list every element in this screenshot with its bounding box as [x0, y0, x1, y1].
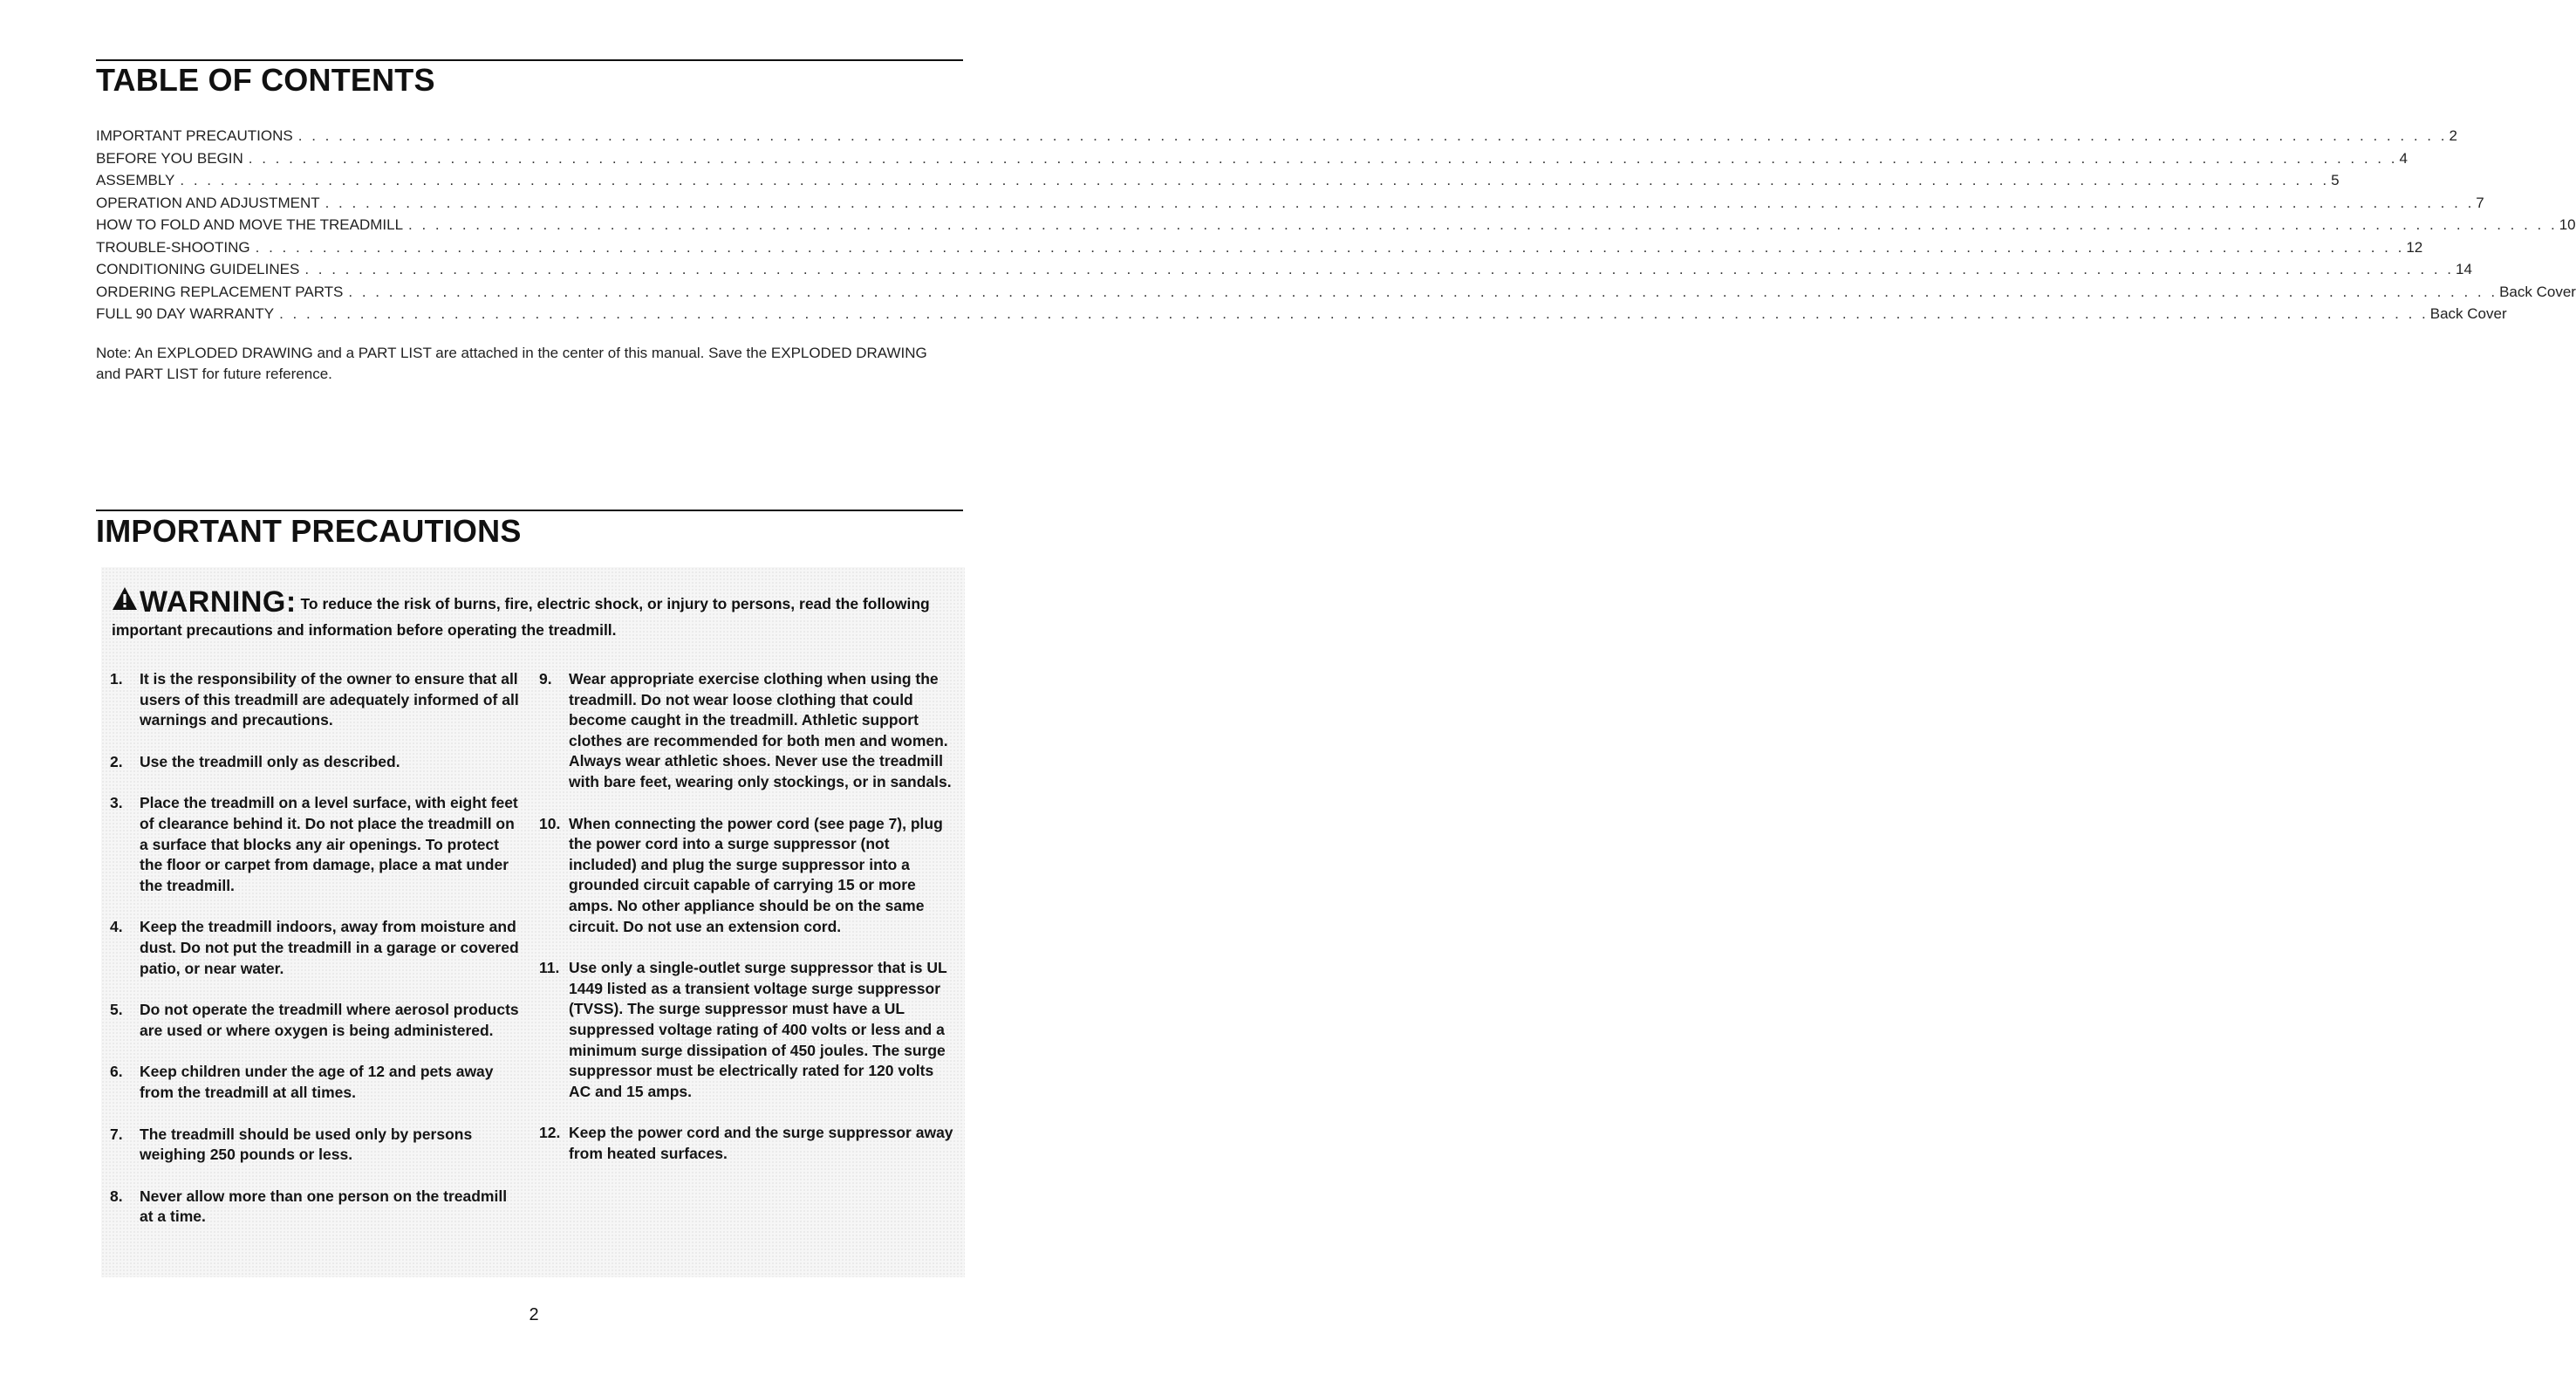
- precaution-item: [539, 958, 958, 1102]
- toc-entry-page: 14: [2456, 261, 2472, 277]
- toc-entry-leader: . . . . . . . . . . . . . . . . . . . . . . . . . . . . . . . . . . . . . . . . . . . . . . . . . . . . . . . . . . . . . . . . . . . . . . . . . . . . . . . . . . . . . . . . . . . . . . . . . . . . . . . . . . . . . . . . . . . . . . . . . . . . . . . . . . . . . . . . . . . . . . . . . . . . . . . . . . . . . . . .: [297, 127, 2448, 144]
- precaution-item: [539, 814, 958, 938]
- precaution-number: 9.: [539, 670, 552, 688]
- toc-entry-title: ORDERING REPLACEMENT PARTS: [96, 283, 344, 300]
- precaution-item: [110, 1062, 520, 1103]
- precaution-text: Use the treadmill only as described.: [140, 752, 400, 770]
- toc-entry-title: OPERATION AND ADJUSTMENT: [96, 194, 320, 211]
- precautions-right-column: [539, 669, 958, 1185]
- toc-entry-title: CONDITIONING GUIDELINES: [96, 261, 300, 277]
- precautions-heading: IMPORTANT PRECAUTIONS: [96, 513, 522, 549]
- warning-statement: [112, 586, 949, 642]
- precaution-item: [110, 1000, 520, 1041]
- toc-note: Note: An EXPLODED DRAWING and a PART LIST are attached in the center of this manual. Save the EXPLODED DRAWING and PART LIST for future reference.: [96, 345, 927, 382]
- toc-entry-page: 2: [2449, 127, 2457, 144]
- precaution-text: Do not operate the treadmill where aerosol products are used or where oxygen is being administered.: [140, 1001, 519, 1039]
- toc-entry-leader: . . . . . . . . . . . . . . . . . . . . . . . . . . . . . . . . . . . . . . . . . . . . . . . . . . . . . . . . . . . . . . . . . . . . . . . . . . . . . . . . . . . . . . . . . . . . . . . . . . . . . . . . . . . . . . . . . . . . . . . . . . . . . . . . . . . . . . . . . . . . . . . . . . . . . . . . . . . . . . . .: [255, 238, 2405, 256]
- precautions-top-rule: [96, 510, 963, 511]
- precaution-number: 5.: [110, 1001, 123, 1019]
- page-number: 2: [529, 1305, 539, 1324]
- toc-entry-leader: . . . . . . . . . . . . . . . . . . . . . . . . . . . . . . . . . . . . . . . . . . . . . . . . . . . . . . . . . . . . . . . . . . . . . . . . . . . . . . . . . . . . . . . . . . . . . . . . . . . . . . . . . . . . . . . . . . . . . . . . . . . . . . . . . . . . . . . . . . . . . . . . . . . . . . . . . . . . . . . .: [248, 149, 2398, 167]
- toc-entry: [96, 192, 2484, 215]
- warning-triangle-icon: [112, 586, 138, 618]
- precaution-item: [110, 752, 520, 773]
- toc-entry-page: 7: [2476, 194, 2484, 211]
- toc-entry-page: 10: [2559, 216, 2576, 233]
- precaution-text: Keep children under the age of 12 and pets away from the treadmill at all times.: [140, 1063, 494, 1101]
- precaution-text: Wear appropriate exercise clothing when using the treadmill. Do not wear loose clothing that could become caught in the treadmill. Athletic support clothes are recommended for both men and women. Always wear athletic shoes. Never use the treadmill with bare feet, wearing only stockings, or in sandals.: [569, 670, 952, 790]
- toc-entry-leader: . . . . . . . . . . . . . . . . . . . . . . . . . . . . . . . . . . . . . . . . . . . . . . . . . . . . . . . . . . . . . . . . . . . . . . . . . . . . . . . . . . . . . . . . . . . . . . . . . . . . . . . . . . . . . . . . . . . . . . . . . . . . . . . . . . . . . . . . . . . . . . . . . . . . . . . . . . . . . . . .: [279, 305, 2429, 322]
- precaution-text: Use only a single-outlet surge suppressor that is UL 1449 listed as a transient voltage surge suppressor (TVSS). The surge suppressor must have a UL suppressed voltage rating of 400 volts or less and a minimum surge dissipation of 450 joules. The surge suppressor must be electrically rated for 120 volts AC and 15 amps.: [569, 959, 947, 1100]
- toc-entry-leader: . . . . . . . . . . . . . . . . . . . . . . . . . . . . . . . . . . . . . . . . . . . . . . . . . . . . . . . . . . . . . . . . . . . . . . . . . . . . . . . . . . . . . . . . . . . . . . . . . . . . . . . . . . . . . . . . . . . . . . . . . . . . . . . . . . . . . . . . . . . . . . . . . . . . . . . . . . . . . . . .: [325, 194, 2475, 211]
- warning-text: To reduce the risk of burns, fire, electric shock, or injury to persons, read the following important precautions and information before operating the treadmill.: [112, 595, 930, 639]
- toc-entry-title: TROUBLE-SHOOTING: [96, 238, 250, 256]
- toc-entry: [96, 125, 2457, 147]
- precaution-text: Keep the treadmill indoors, away from moisture and dust. Do not put the treadmill in a garage or covered patio, or near water.: [140, 918, 519, 977]
- toc-top-rule: [96, 59, 963, 61]
- precaution-item: [110, 1125, 520, 1166]
- toc-entry-page: Back Cover: [2429, 305, 2507, 322]
- precaution-number: 6.: [110, 1063, 123, 1081]
- precaution-number: 12.: [539, 1124, 561, 1142]
- precaution-number: 3.: [110, 794, 123, 812]
- toc-entry-page: 5: [2331, 172, 2340, 188]
- toc-entry-leader: . . . . . . . . . . . . . . . . . . . . . . . . . . . . . . . . . . . . . . . . . . . . . . . . . . . . . . . . . . . . . . . . . . . . . . . . . . . . . . . . . . . . . . . . . . . . . . . . . . . . . . . . . . . . . . . . . . . . . . . . . . . . . . . . . . . . . . . . . . . . . . . . . . . . . . . . . . . . . . . .: [408, 216, 2558, 233]
- precaution-text: It is the responsibility of the owner to ensure that all users of this treadmill are adequately informed of all warnings and precautions.: [140, 670, 519, 729]
- toc-list: [96, 125, 2576, 325]
- precaution-number: 11.: [539, 959, 560, 977]
- toc-entry: [96, 169, 2340, 192]
- toc-entry: [96, 258, 2472, 281]
- precaution-text: Never allow more than one person on the treadmill at a time.: [140, 1187, 508, 1226]
- precaution-text: When connecting the power cord (see page 7), plug the power cord into a surge suppressor (not included) and plug the surge suppressor into a grounded circuit capable of carrying 15 or more amps. No other appliance should be on the same circuit. Do not use an extension cord.: [569, 814, 943, 935]
- toc-entry: [96, 281, 2576, 304]
- precaution-number: 7.: [110, 1125, 123, 1143]
- toc-entry-leader: . . . . . . . . . . . . . . . . . . . . . . . . . . . . . . . . . . . . . . . . . . . . . . . . . . . . . . . . . . . . . . . . . . . . . . . . . . . . . . . . . . . . . . . . . . . . . . . . . . . . . . . . . . . . . . . . . . . . . . . . . . . . . . . . . . . . . . . . . . . . . . . . . . . . . . . . . . . . . . . .: [304, 261, 2454, 277]
- precaution-number: 2.: [110, 752, 123, 770]
- toc-entry-page: 12: [2406, 238, 2423, 256]
- toc-entry: [96, 214, 2576, 236]
- precaution-item: [110, 917, 520, 979]
- toc-entry-title: HOW TO FOLD AND MOVE THE TREADMILL: [96, 216, 404, 233]
- precaution-item: [539, 669, 958, 793]
- toc-entry-page: 4: [2399, 149, 2408, 167]
- toc-entry-title: IMPORTANT PRECAUTIONS: [96, 127, 293, 144]
- toc-entry-page: Back Cover: [2499, 283, 2576, 300]
- toc-entry-title: FULL 90 DAY WARRANTY: [96, 305, 275, 322]
- precaution-number: 10.: [539, 814, 561, 832]
- precaution-item: [110, 669, 520, 731]
- precautions-left-column: [110, 669, 520, 1249]
- toc-entry-leader: . . . . . . . . . . . . . . . . . . . . . . . . . . . . . . . . . . . . . . . . . . . . . . . . . . . . . . . . . . . . . . . . . . . . . . . . . . . . . . . . . . . . . . . . . . . . . . . . . . . . . . . . . . . . . . . . . . . . . . . . . . . . . . . . . . . . . . . . . . . . . . . . . . . . . . . . . . . . . . . .: [348, 283, 2498, 300]
- toc-entry: [96, 147, 2408, 170]
- toc-entry-title: ASSEMBLY: [96, 172, 175, 188]
- precaution-number: 8.: [110, 1187, 123, 1205]
- warning-word: WARNING:: [140, 585, 297, 619]
- precaution-number: 1.: [110, 670, 123, 688]
- precaution-text: Place the treadmill on a level surface, with eight feet of clearance behind it. Do not place the treadmill on a surface that blocks any air openings. To protect the floor or carpet from damage, place a mat under the treadmill.: [140, 794, 518, 894]
- precaution-item: [110, 1187, 520, 1228]
- toc-entry-leader: . . . . . . . . . . . . . . . . . . . . . . . . . . . . . . . . . . . . . . . . . . . . . . . . . . . . . . . . . . . . . . . . . . . . . . . . . . . . . . . . . . . . . . . . . . . . . . . . . . . . . . . . . . . . . . . . . . . . . . . . . . . . . . . . . . . . . . . . . . . . . . . . . . . . . . . . . . . . . . . .: [180, 172, 2330, 188]
- toc-heading: TABLE OF CONTENTS: [96, 62, 435, 98]
- toc-entry: [96, 303, 2507, 325]
- toc-entry-title: BEFORE YOU BEGIN: [96, 149, 243, 167]
- toc-entry: [96, 236, 2423, 259]
- precaution-text: Keep the power cord and the surge suppressor away from heated surfaces.: [569, 1124, 953, 1162]
- precaution-item: [539, 1123, 958, 1164]
- precaution-text: The treadmill should be used only by persons weighing 250 pounds or less.: [140, 1125, 473, 1164]
- precaution-number: 4.: [110, 918, 123, 936]
- precaution-item: [110, 793, 520, 896]
